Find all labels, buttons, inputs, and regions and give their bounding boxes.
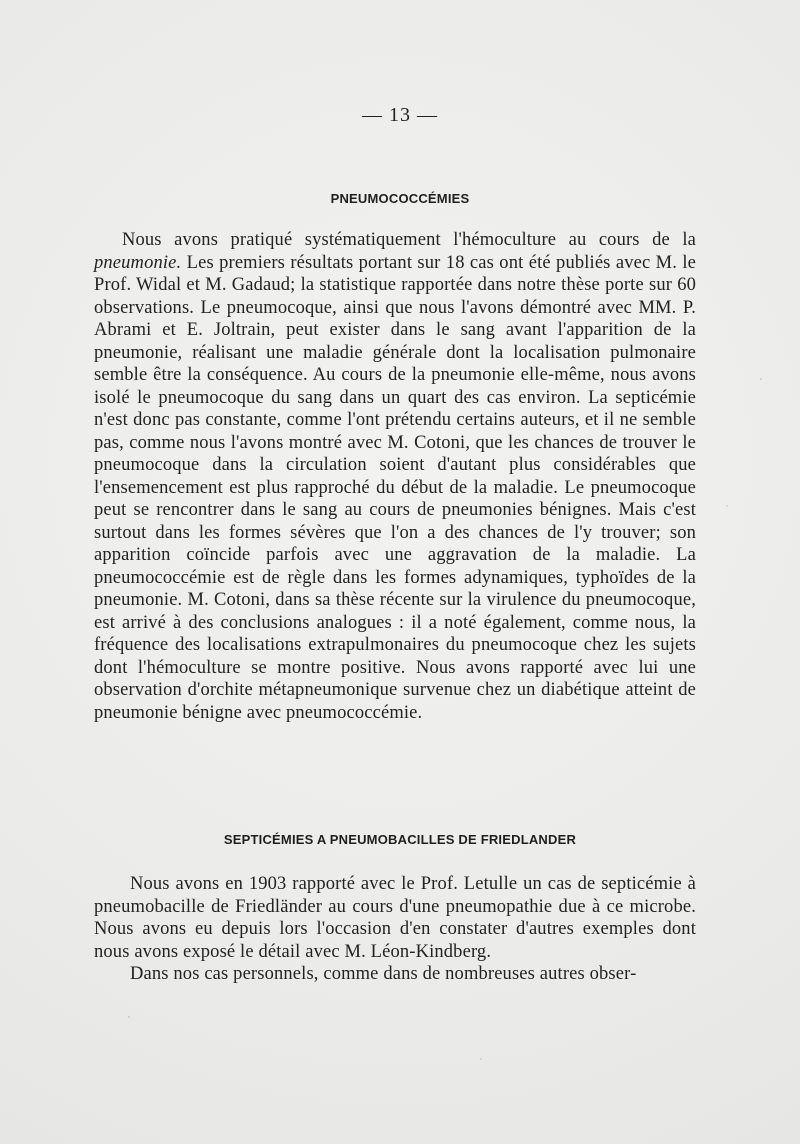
section-heading-friedlander: SEPTICÉMIES A PNEUMOBACILLES DE FRIEDLANDER: [223, 832, 577, 847]
scan-speck: [760, 378, 762, 380]
paragraph-text-start: Nous avons pratiqué systématiquement l'hémoculture au cours de la: [122, 230, 696, 250]
italic-term-pneumonie: pneumonie.: [94, 252, 182, 273]
scan-speck: [128, 1016, 130, 1018]
section-heading-pneumococcemies: PNEUMOCOCCÉMIES: [330, 191, 470, 206]
scan-speck: [480, 1058, 482, 1060]
page-number: — 13 —: [362, 104, 438, 126]
paragraph-text-rest: Les premiers résultats portant sur 18 cas ont été publiés avec M. le Prof. Widal et M. Gadaud; la statistique rapportée dans notre thèse porte sur 60 observations. Le pneumocoque, ainsi que nous l'avons démontré avec MM. P. Abrami et E. Joltrain, peut exister dans le sang avant l'apparition de la pneumonie, réalisant une maladie générale dont la localisation pulmonaire semble être la conséquence. Au cours de la pneumonie elle-même, nous avons isolé le pneumocoque du sang dans un quart des cas environ. La septicémie n'est donc pas constante, comme l'ont prétendu certains auteurs, et il ne semble pas, comme nous l'avons montré avec M. Cotoni, que les chances de trouver le pneumocoque dans la circulation soient d'autant plus considérables que l'ensemencement est plus rapproché du début de la maladie. Le pneumocoque peut se rencontrer dans le sang au cours de pneumonies bénignes. Mais c'est surtout dans les formes sévères que l'on a des chances de l'y trouver; son apparition coïncide parfois avec une aggravation de la maladie. La pneumococcémie est de règle dans les formes adynamiques, typhoïdes de la pneumonie. M. Cotoni, dans sa thèse récente sur la virulence du pneumocoque, est arrivé à des conclusions analogues : il a noté également, comme nous, la fréquence des localisations extrapulmonaires du pneumocoque chez les sujets dont l'hémoculture se montre positive. Nous avons rapporté avec lui une observation d'orchite métapneumonique survenue chez un diabétique atteint de pneumonie bénigne avec pneumococcémie.: [94, 252, 696, 723]
paragraph-friedlander-intro: Nous avons en 1903 rapporté avec le Prof. Letulle un cas de septicémie à pneumobacille de Friedländer au cours d'une pneumopathie due à ce microbe. Nous avons eu depuis lors l'occasion d'en constater d'autres exemples dont nous avons exposé le détail avec M. Léon-Kindberg.: [94, 874, 696, 962]
paragraph-friedlander-continuation: Dans nos cas personnels, comme dans de nombreuses autres obser-: [130, 964, 637, 984]
paragraph-pneumococcemies: [94, 229, 696, 724]
scan-speck: [726, 505, 728, 507]
